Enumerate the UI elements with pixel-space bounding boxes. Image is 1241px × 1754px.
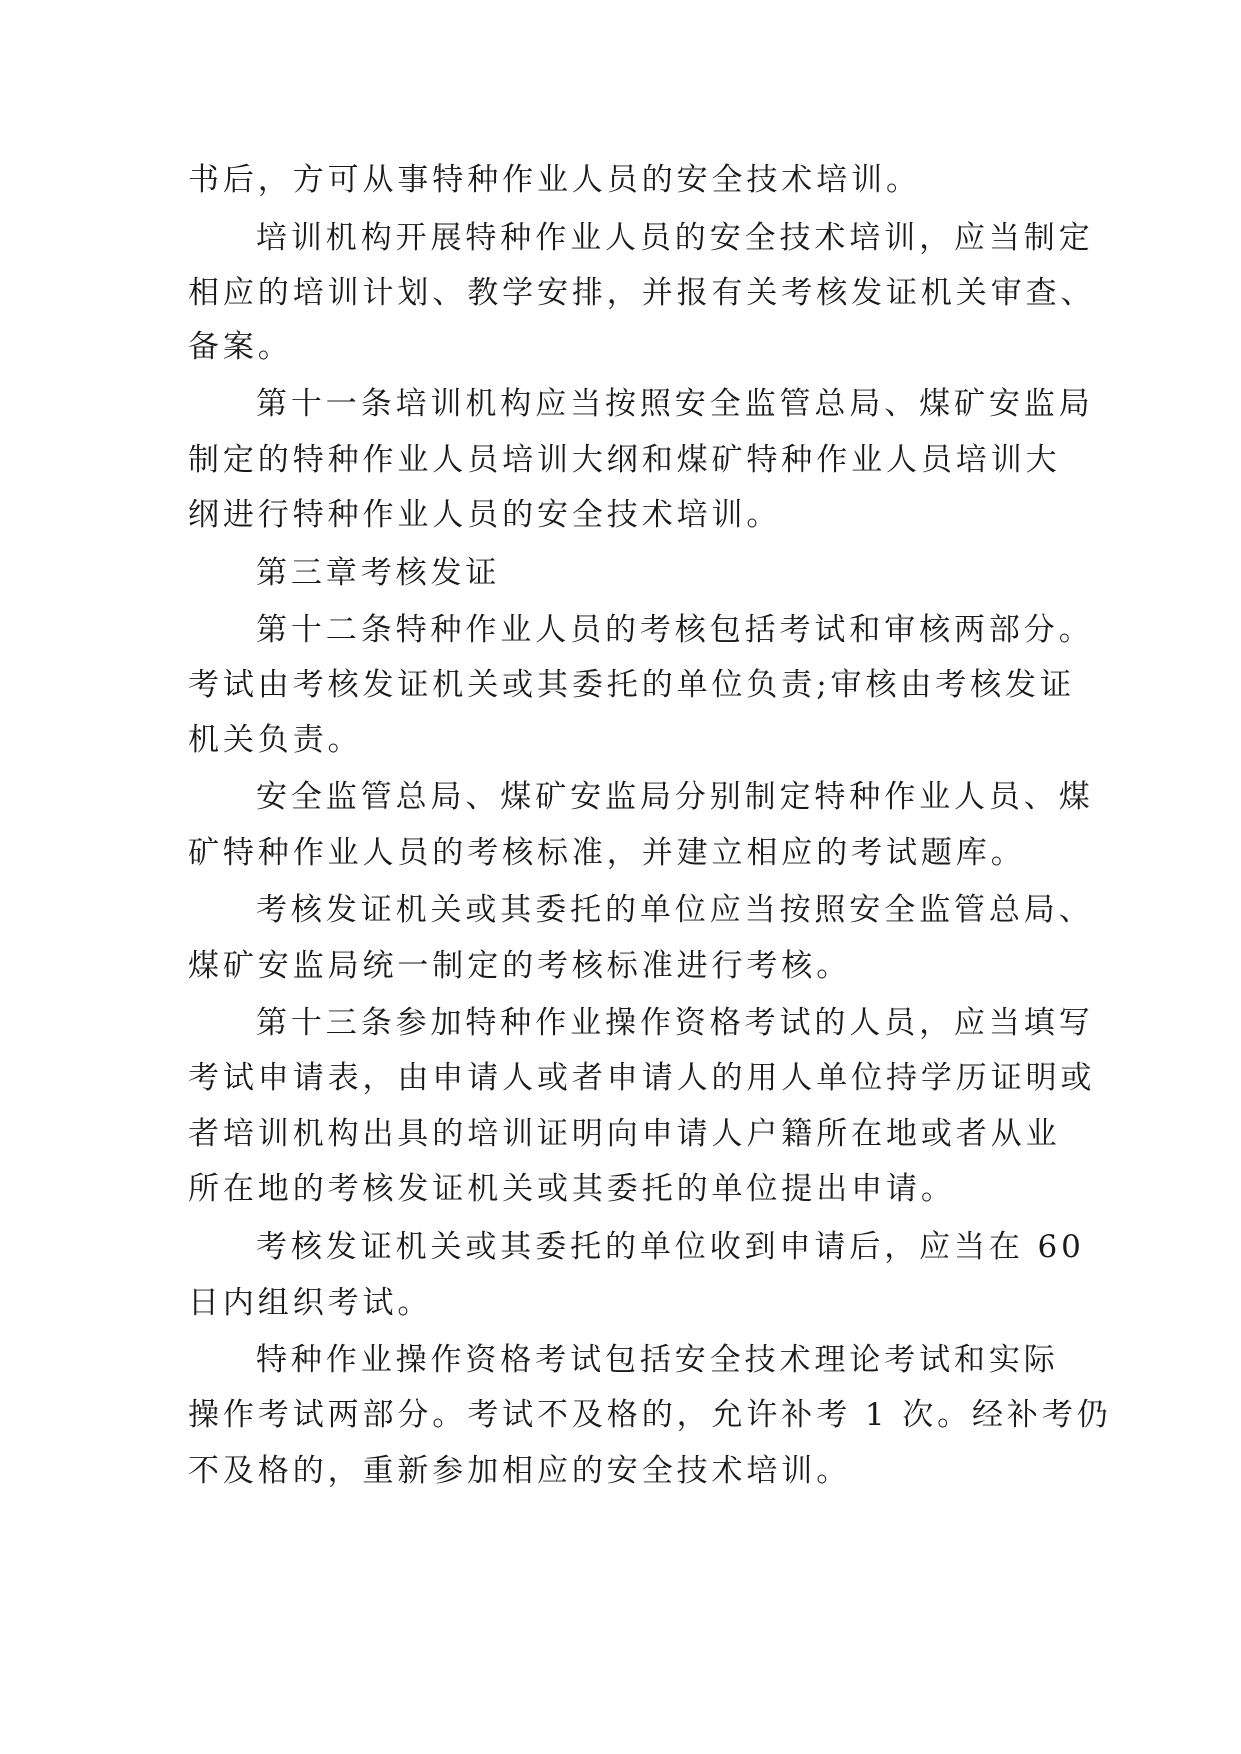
chapter-heading: 第三章考核发证 xyxy=(256,555,501,591)
text-line: 相应的培训计划、教学安排，并报有关考核发证机关审查、 xyxy=(188,275,1096,311)
text-line: 书后，方可从事特种作业人员的安全技术培训。 xyxy=(188,162,921,198)
text-line: 考核发证机关或其委托的单位收到申请后，应当在 60 xyxy=(256,1229,1085,1265)
text-line: 培训机构开展特种作业人员的安全技术培训，应当制定 xyxy=(256,220,1094,256)
text-line: 纲进行特种作业人员的安全技术培训。 xyxy=(188,497,782,533)
text-line: 考试由考核发证机关或其委托的单位负责;审核由考核发证 xyxy=(188,667,1075,703)
text-line: 所在地的考核发证机关或其委托的单位提出申请。 xyxy=(188,1171,956,1207)
text-line: 考试申请表，由申请人或者申请人的用人单位持学历证明或 xyxy=(188,1060,1096,1096)
text-line: 者培训机构出具的培训证明向申请人户籍所在地或者从业 xyxy=(188,1116,1061,1152)
text-line: 特种作业操作资格考试包括安全技术理论考试和实际 xyxy=(256,1342,1059,1378)
text-line: 安全监管总局、煤矿安监局分别制定特种作业人员、煤 xyxy=(256,779,1094,815)
text-line: 制定的特种作业人员培训大纲和煤矿特种作业人员培训大 xyxy=(188,442,1061,478)
text-line: 第十二条特种作业人员的考核包括考试和审核两部分。 xyxy=(256,612,1094,648)
text-line: 日内组织考试。 xyxy=(188,1285,433,1321)
text-line: 第十一条培训机构应当按照安全监管总局、煤矿安监局 xyxy=(256,386,1094,422)
text-line: 第十三条参加特种作业操作资格考试的人员，应当填写 xyxy=(256,1005,1094,1041)
text-line: 不及格的，重新参加相应的安全技术培训。 xyxy=(188,1453,852,1489)
text-line: 操作考试两部分。考试不及格的，允许补考 1 次。经补考仍 xyxy=(188,1397,1112,1433)
text-line: 备案。 xyxy=(188,329,293,365)
text-line: 考核发证机关或其委托的单位应当按照安全监管总局、 xyxy=(256,892,1094,928)
text-line: 机关负责。 xyxy=(188,722,363,758)
text-line: 煤矿安监局统一制定的考核标准进行考核。 xyxy=(188,948,852,984)
text-line: 矿特种作业人员的考核标准，并建立相应的考试题库。 xyxy=(188,835,1026,871)
